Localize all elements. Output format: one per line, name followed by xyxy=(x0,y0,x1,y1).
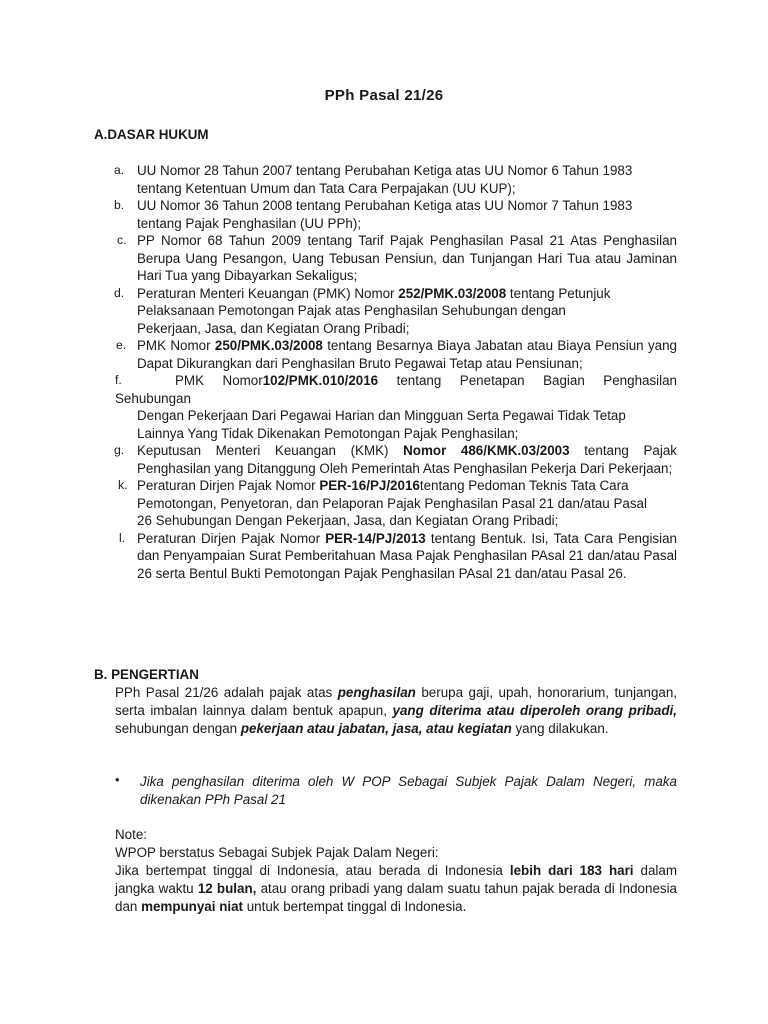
text-run: tentang Bentuk. Isi, Tata Cara Pengisian dan Penyampaian Surat Pemberitahuan Masa Pajak Penghasilan PAsal 21 dan/atau Pasal 26 serta Bentul Bukti Pemotongan Pajak Penghasilan PAsal 21 dan/atau Pasal 26. xyxy=(137,530,677,581)
list-marker: f. xyxy=(115,373,122,387)
text-run: untuk bertempat tinggal di Indonesia. xyxy=(243,899,467,914)
list-item-c xyxy=(0,232,768,285)
emphasis: lebih dari 183 hari xyxy=(509,863,634,878)
list-marker: d. xyxy=(114,285,125,300)
text-run: Peraturan Dirjen Pajak Nomor xyxy=(137,530,326,546)
list-item-d xyxy=(0,285,768,338)
text-run: tentang Besarnya Biaya Jabatan atau Biaya Pensiun yang Dapat Dikurangkan dari Penghasilan Bruto Pegawai Tetap atau Pensiunan; xyxy=(137,338,677,371)
note-line: WPOP berstatus Sebagai Subjek Pajak Dalam Negeri: xyxy=(115,845,439,860)
list-marker: c. xyxy=(117,233,127,247)
list-item-k xyxy=(0,477,768,530)
list-marker: l. xyxy=(119,530,126,545)
note-label: Note: xyxy=(115,827,148,842)
text-run: dalam jangka waktu xyxy=(115,863,677,896)
text-run: yang dilakukan. xyxy=(511,721,609,736)
text-line: Dengan Pekerjaan Dari Pegawai Harian dan Mingguan Serta Pegawai Tidak Tetap xyxy=(137,408,626,423)
emphasis: penghasilan xyxy=(337,685,416,700)
section-b-heading: B. PENGERTIAN xyxy=(94,667,199,682)
list-item-a xyxy=(0,162,768,197)
text-run: Peraturan Dirjen Pajak Nomor xyxy=(137,478,320,493)
bullet-text: Jika penghasilan diterima oleh W POP Sebagai Subjek Pajak Dalam Negeri, maka dikenakan PPh Pasal 21 xyxy=(140,774,677,807)
emphasis: 12 bulan, xyxy=(197,881,257,896)
list-marker: b. xyxy=(114,198,125,212)
text-line: UU Nomor 36 Tahun 2008 tentang Perubahan Ketiga atas UU Nomor 7 Tahun 1983 xyxy=(137,198,633,213)
regulation-number: 252/PMK.03/2008 xyxy=(398,285,507,301)
emphasis: yang diterima atau diperoleh orang pribadi, xyxy=(392,703,677,718)
list-item-text xyxy=(137,285,677,338)
text-run: PMK Nomor xyxy=(137,338,215,353)
list-item-e xyxy=(0,337,768,372)
list-item-text xyxy=(137,197,677,232)
list-item-text xyxy=(115,372,677,407)
regulation-number: 102/PMK.010/2016 xyxy=(262,373,379,388)
text-run: Peraturan Menteri Keuangan (PMK) Nomor xyxy=(137,285,399,301)
bullet-icon: • xyxy=(115,772,120,787)
pengertian-paragraph xyxy=(115,684,677,738)
text-line: Pemotongan, Penyetoran, dan Pelaporan Pajak Penghasilan Pasal 21 dan/atau Pasal xyxy=(137,495,647,511)
page-title: PPh Pasal 21/26 xyxy=(324,87,444,104)
list-item-l xyxy=(0,530,768,583)
text-run: sehubungan dengan xyxy=(115,721,241,736)
text-line: Pekerjaan, Jasa, dan Kegiatan Orang Pribadi; xyxy=(137,320,410,336)
text-line: Pelaksanaan Pemotongan Pajak atas Penghasilan Sehubungan dengan xyxy=(137,303,566,318)
text-run: berupa gaji, upah, honorarium, tunjangan, serta imbalan lainnya dalam bentuk apapun, xyxy=(115,685,678,718)
list-marker: k. xyxy=(118,478,128,492)
note-paragraph xyxy=(115,862,677,916)
list-item-text xyxy=(137,337,677,372)
regulation-number: Nomor 486/KMK.03/2003 xyxy=(403,443,570,458)
list-item-text xyxy=(137,530,677,583)
text-run: atau orang pribadi yang dalam suatu tahun pajak berada di Indonesia dan xyxy=(115,881,678,914)
list-marker: e. xyxy=(116,338,127,352)
note-block xyxy=(115,826,677,916)
text-run: tentang Pedoman Teknis Tata Cara xyxy=(419,478,629,493)
emphasis: mempunyai niat xyxy=(141,899,244,914)
list-marker: a. xyxy=(114,163,125,177)
list-item-f xyxy=(0,372,768,442)
text-run: PMK Nomor xyxy=(175,373,263,388)
text-run: tentang Pajak Penghasilan yang Ditanggung Oleh Pemerintah Atas Penghasilan Pekerja Dari Pekerjaan; xyxy=(137,443,677,476)
list-item-text-cont xyxy=(137,407,677,442)
text-line: tentang Pajak Penghasilan (UU PPh); xyxy=(137,215,362,231)
text-run: Keputusan Menteri Keuangan (KMK) xyxy=(137,443,404,458)
emphasis: pekerjaan atau jabatan, jasa, atau kegiatan xyxy=(240,721,512,736)
regulation-number: PER-14/PJ/2013 xyxy=(325,530,426,546)
regulation-number: 250/PMK.03/2008 xyxy=(214,338,323,353)
list-item-text: PP Nomor 68 Tahun 2009 tentang Tarif Pajak Penghasilan Pasal 21 Atas Penghasilan Berupa Uang Pesangon, Uang Tebusan Pensiun, dan Tunjangan Hari Tua atau Jaminan Hari Tua yang Dibayarkan Sekaligus; xyxy=(137,233,677,283)
text-run: tentang Petunjuk xyxy=(506,285,611,301)
list-item-text xyxy=(137,162,677,197)
text-run: PPh Pasal 21/26 adalah pajak atas xyxy=(115,685,338,700)
text-line: tentang Ketentuan Umum dan Tata Cara Perpajakan (UU KUP); xyxy=(137,180,516,196)
dasar-hukum-list xyxy=(0,162,768,582)
text-line: UU Nomor 28 Tahun 2007 tentang Perubahan Ketiga atas UU Nomor 6 Tahun 1983 xyxy=(137,163,633,178)
section-a-heading: A.DASAR HUKUM xyxy=(94,127,209,142)
text-line: 26 Sehubungan Dengan Pekerjaan, Jasa, dan Kegiatan Orang Pribadi; xyxy=(137,513,559,528)
text-line: Lainnya Yang Tidak Dikenakan Pemotongan Pajak Penghasilan; xyxy=(137,425,519,441)
list-item-text xyxy=(137,477,677,530)
regulation-number: PER-16/PJ/2016 xyxy=(319,478,420,493)
list-item-text xyxy=(137,442,677,477)
text-run: tentang Penetapan Bagian Penghasilan Sehubungan xyxy=(115,373,678,406)
text-run: Jika bertempat tinggal di Indonesia, atau berada di Indonesia xyxy=(115,863,510,878)
list-item-b xyxy=(0,197,768,232)
list-marker: g. xyxy=(114,443,125,457)
list-item-g xyxy=(0,442,768,477)
